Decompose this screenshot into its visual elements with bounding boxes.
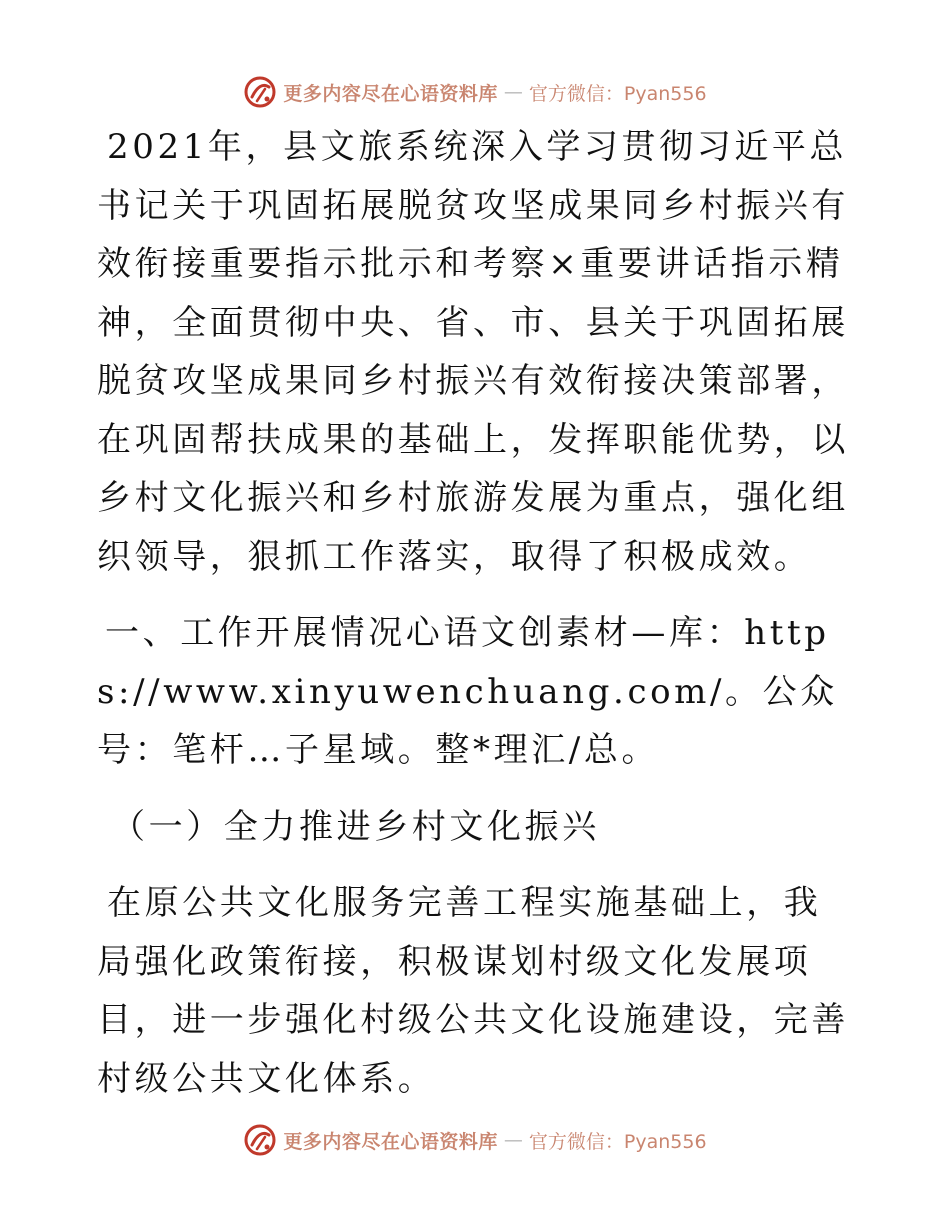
xinyu-logo-icon bbox=[243, 75, 277, 109]
watermark-separator: — bbox=[503, 81, 523, 103]
watermark-brand: 更多内容尽在心语资料库 bbox=[283, 1130, 498, 1153]
header-watermark bbox=[0, 72, 950, 112]
subsection-heading-1: （一）全力推进乡村文化振兴 bbox=[111, 806, 600, 847]
paragraph-culture: 在原公共文化服务完善工程实施基础上，我局强化政策衔接，积极谋划村级文化发展项目，进一步强化村级公共文化设施建设，完善村级公共文化体系。 bbox=[97, 883, 849, 1099]
watermark-separator: — bbox=[503, 1129, 523, 1151]
document-body bbox=[97, 118, 853, 1108]
section-heading-1: 一、工作开展情况心语文创素材—库：https://www.xinyuwenchuang.com/。公众号：笔杆…子星域。整*理汇/总。 bbox=[97, 613, 838, 770]
watermark-wechat: 官方微信：Pyan556 bbox=[528, 82, 707, 105]
paragraph-intro: 2021年，县文旅系统深入学习贯彻习近平总书记关于巩固拓展脱贫攻坚成果同乡村振兴有效衔接重要指示批示和考察×重要讲话指示精神，全面贯彻中央、省、市、县关于巩固拓展脱贫攻坚成果同乡村振兴有效衔接决策部署，在巩固帮扶成果的基础上，发挥职能优势，以乡村文化振兴和乡村旅游发展为重点，强化组织领导，狠抓工作落实，取得了积极成效。 bbox=[97, 127, 849, 577]
footer-watermark bbox=[0, 1120, 950, 1160]
watermark-wechat: 官方微信：Pyan556 bbox=[528, 1130, 707, 1153]
xinyu-logo-icon bbox=[243, 1123, 277, 1157]
watermark-brand: 更多内容尽在心语资料库 bbox=[283, 82, 498, 105]
